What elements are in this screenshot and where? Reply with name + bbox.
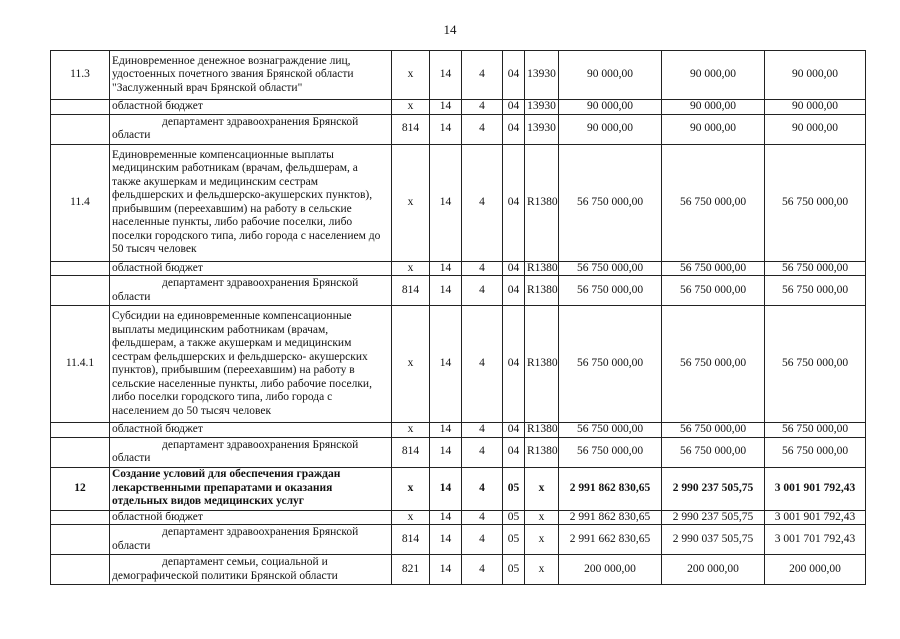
code-cell: 13930 (525, 100, 559, 115)
item-name: Создание условий для обеспечения граждан лекарственными препаратами и оказания отдельных видов медицинских услуг (110, 467, 392, 510)
amount-year-1: 56 750 000,00 (559, 276, 662, 306)
item-number (51, 114, 110, 144)
item-number (51, 423, 110, 438)
amount-year-2: 56 750 000,00 (662, 306, 765, 423)
code-cell: R1380 (525, 306, 559, 423)
amount-year-3: 90 000,00 (765, 100, 866, 115)
program-cell: 04 (503, 306, 525, 423)
grbs-cell: 814 (392, 437, 430, 467)
item-name: департамент семьи, социальной и демографической политики Брянской области (110, 555, 392, 585)
code-cell: R1380 (525, 276, 559, 306)
table-row (51, 525, 866, 555)
amount-year-3: 56 750 000,00 (765, 437, 866, 467)
amount-year-1: 56 750 000,00 (559, 261, 662, 276)
item-number: 11.4 (51, 144, 110, 261)
amount-year-1: 2 991 862 830,65 (559, 467, 662, 510)
section-cell: 14 (430, 437, 462, 467)
code-cell: х (525, 525, 559, 555)
program-cell: 04 (503, 423, 525, 438)
grbs-cell: х (392, 261, 430, 276)
program-cell: 05 (503, 467, 525, 510)
program-cell: 04 (503, 261, 525, 276)
table-row (51, 144, 866, 261)
amount-year-2: 90 000,00 (662, 100, 765, 115)
program-cell: 04 (503, 51, 525, 100)
subsection-cell: 4 (462, 144, 503, 261)
section-cell: 14 (430, 276, 462, 306)
program-cell: 05 (503, 525, 525, 555)
amount-year-1: 200 000,00 (559, 555, 662, 585)
subsection-cell: 4 (462, 467, 503, 510)
grbs-cell: 821 (392, 555, 430, 585)
subsection-cell: 4 (462, 306, 503, 423)
section-cell: 14 (430, 423, 462, 438)
code-cell: 13930 (525, 114, 559, 144)
amount-year-2: 56 750 000,00 (662, 276, 765, 306)
section-cell: 14 (430, 467, 462, 510)
amount-year-1: 2 991 662 830,65 (559, 525, 662, 555)
amount-year-3: 56 750 000,00 (765, 306, 866, 423)
amount-year-1: 56 750 000,00 (559, 423, 662, 438)
section-cell: 14 (430, 525, 462, 555)
item-name: Субсидии на единовременные компенсационные выплаты медицинским работникам (врачам, фельдшерам, а также акушеркам и медицинским сестрам фельдшерских и фельдшерско- акушерских пунктов), прибывшим (переехавшим) на работу в сельские населенные пункты, либо рабочие поселки, либо поселки городского типа, либо города с населением до 50 тысяч человек (110, 306, 392, 423)
amount-year-3: 3 001 701 792,43 (765, 525, 866, 555)
amount-year-3: 56 750 000,00 (765, 423, 866, 438)
item-name: департамент здравоохранения Брянской области (110, 114, 392, 144)
amount-year-3: 90 000,00 (765, 114, 866, 144)
item-number (51, 510, 110, 525)
grbs-cell: х (392, 51, 430, 100)
amount-year-2: 56 750 000,00 (662, 423, 765, 438)
amount-year-1: 90 000,00 (559, 100, 662, 115)
grbs-cell: х (392, 144, 430, 261)
grbs-cell: х (392, 423, 430, 438)
amount-year-3: 3 001 901 792,43 (765, 510, 866, 525)
amount-year-3: 56 750 000,00 (765, 144, 866, 261)
item-name: областной бюджет (110, 261, 392, 276)
section-cell: 14 (430, 144, 462, 261)
table-row (51, 276, 866, 306)
item-number (51, 261, 110, 276)
amount-year-2: 2 990 237 505,75 (662, 467, 765, 510)
table-row (51, 555, 866, 585)
amount-year-2: 2 990 037 505,75 (662, 525, 765, 555)
section-cell: 14 (430, 114, 462, 144)
amount-year-3: 56 750 000,00 (765, 261, 866, 276)
section-cell: 14 (430, 100, 462, 115)
amount-year-3: 90 000,00 (765, 51, 866, 100)
table-row (51, 510, 866, 525)
amount-year-2: 200 000,00 (662, 555, 765, 585)
amount-year-1: 56 750 000,00 (559, 144, 662, 261)
item-number: 11.4.1 (51, 306, 110, 423)
item-name: областной бюджет (110, 510, 392, 525)
amount-year-2: 90 000,00 (662, 114, 765, 144)
subsection-cell: 4 (462, 261, 503, 276)
code-cell: R1380 (525, 144, 559, 261)
item-number (51, 100, 110, 115)
amount-year-1: 90 000,00 (559, 114, 662, 144)
subsection-cell: 4 (462, 423, 503, 438)
subsection-cell: 4 (462, 437, 503, 467)
code-cell: х (525, 467, 559, 510)
grbs-cell: х (392, 467, 430, 510)
program-cell: 04 (503, 100, 525, 115)
subsection-cell: 4 (462, 555, 503, 585)
item-number (51, 276, 110, 306)
subsection-cell: 4 (462, 114, 503, 144)
table-row (51, 51, 866, 100)
item-name: департамент здравоохранения Брянской области (110, 525, 392, 555)
program-cell: 04 (503, 144, 525, 261)
section-cell: 14 (430, 261, 462, 276)
code-cell: R1380 (525, 261, 559, 276)
amount-year-3: 200 000,00 (765, 555, 866, 585)
code-cell: R1380 (525, 423, 559, 438)
table-row (51, 100, 866, 115)
table-row (51, 261, 866, 276)
program-cell: 05 (503, 510, 525, 525)
program-cell: 04 (503, 114, 525, 144)
budget-table (50, 50, 866, 585)
subsection-cell: 4 (462, 51, 503, 100)
grbs-cell: х (392, 306, 430, 423)
item-number: 11.3 (51, 51, 110, 100)
item-number: 12 (51, 467, 110, 510)
amount-year-3: 56 750 000,00 (765, 276, 866, 306)
amount-year-1: 56 750 000,00 (559, 306, 662, 423)
code-cell: х (525, 555, 559, 585)
amount-year-3: 3 001 901 792,43 (765, 467, 866, 510)
table-row (51, 114, 866, 144)
item-number (51, 555, 110, 585)
item-name: департамент здравоохранения Брянской области (110, 437, 392, 467)
grbs-cell: х (392, 100, 430, 115)
table-row (51, 437, 866, 467)
grbs-cell: 814 (392, 114, 430, 144)
amount-year-2: 56 750 000,00 (662, 261, 765, 276)
section-cell: 14 (430, 555, 462, 585)
item-name: департамент здравоохранения Брянской области (110, 276, 392, 306)
code-cell: 13930 (525, 51, 559, 100)
program-cell: 04 (503, 276, 525, 306)
table-row (51, 467, 866, 510)
subsection-cell: 4 (462, 100, 503, 115)
grbs-cell: 814 (392, 525, 430, 555)
item-name: областной бюджет (110, 100, 392, 115)
item-name: Единовременные компенсационные выплаты медицинским работникам (врачам, фельдшерам, а также акушеркам и медицинским сестрам фельдшерских и фельдшерско-акушерских пунктов), прибывшим (переехавшим) на работу в сельские населенные пункты, либо рабочие поселки, либо поселки городского типа, либо города с населением до 50 тысяч человек (110, 144, 392, 261)
item-number (51, 525, 110, 555)
item-number (51, 437, 110, 467)
section-cell: 14 (430, 306, 462, 423)
subsection-cell: 4 (462, 276, 503, 306)
amount-year-2: 56 750 000,00 (662, 144, 765, 261)
item-name: Единовременное денежное вознаграждение лиц, удостоенных почетного звания Брянской области "Заслуженный врач Брянской области" (110, 51, 392, 100)
program-cell: 04 (503, 437, 525, 467)
grbs-cell: 814 (392, 276, 430, 306)
item-name: областной бюджет (110, 423, 392, 438)
subsection-cell: 4 (462, 525, 503, 555)
amount-year-2: 56 750 000,00 (662, 437, 765, 467)
page-number: 14 (443, 22, 457, 37)
program-cell: 05 (503, 555, 525, 585)
amount-year-1: 56 750 000,00 (559, 437, 662, 467)
subsection-cell: 4 (462, 510, 503, 525)
table-row (51, 306, 866, 423)
grbs-cell: х (392, 510, 430, 525)
section-cell: 14 (430, 510, 462, 525)
table-row (51, 423, 866, 438)
code-cell: х (525, 510, 559, 525)
amount-year-2: 90 000,00 (662, 51, 765, 100)
section-cell: 14 (430, 51, 462, 100)
amount-year-1: 2 991 862 830,65 (559, 510, 662, 525)
amount-year-2: 2 990 237 505,75 (662, 510, 765, 525)
amount-year-1: 90 000,00 (559, 51, 662, 100)
code-cell: R1380 (525, 437, 559, 467)
